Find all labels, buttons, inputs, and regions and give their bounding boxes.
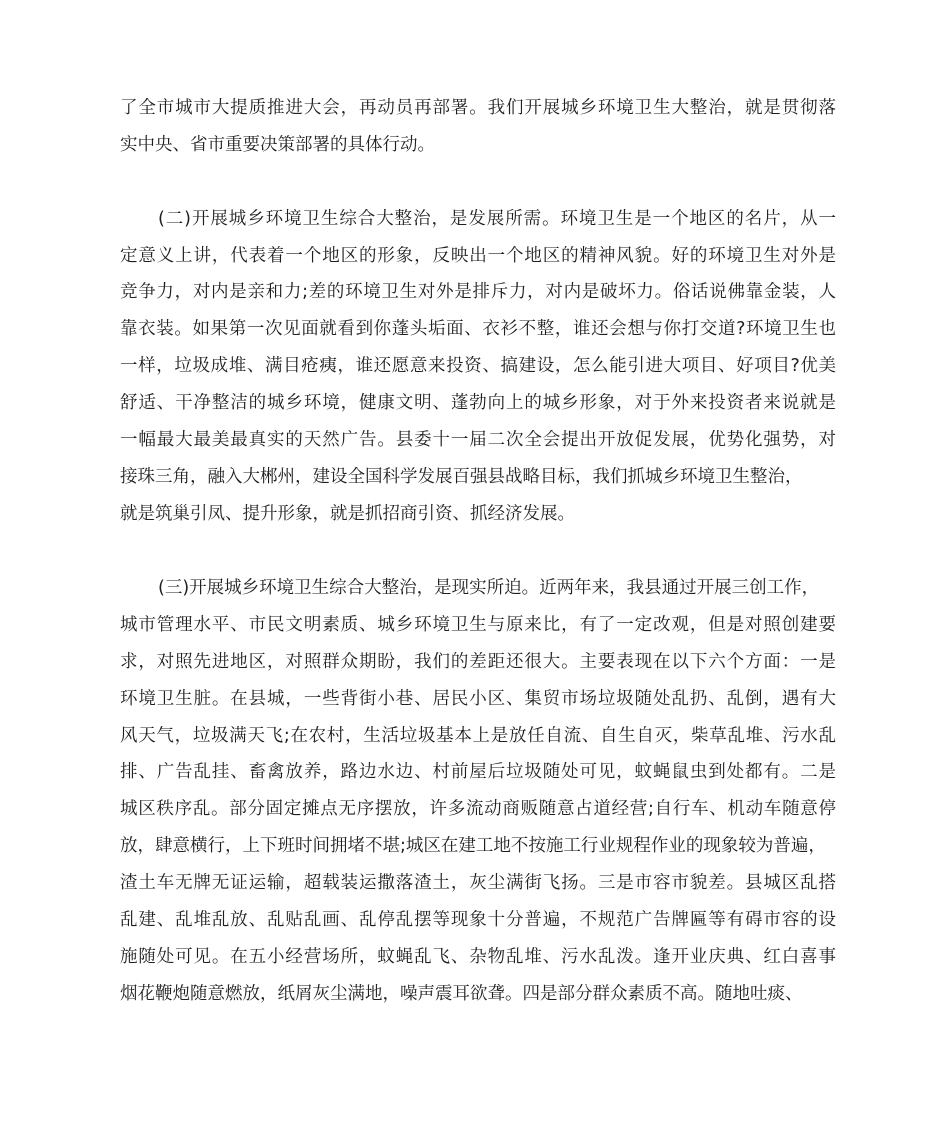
text-line: 舒适、干净整洁的城乡环境，健康文明、蓬勃向上的城乡形象，对于外来投资者来说就是 [120, 393, 837, 413]
text-line: 求，对照先进地区，对照群众期盼，我们的差距还很大。主要表现在以下六个方面：一是 [120, 652, 837, 672]
text-line: 环境卫生脏。在县城，一些背街小巷、居民小区、集贸市场垃圾随处乱扔、乱倒，遇有大 [120, 689, 837, 709]
text-line: 施随处可见。在五小经营场所，蚊蝇乱飞、杂物乱堆、污水乱泼。逢开业庆典、红白喜事 [120, 947, 837, 967]
text-line: 风天气，垃圾满天飞;在农村，生活垃圾基本上是放任自流、自生自灭，柴草乱堆、污水乱 [120, 726, 837, 746]
text-line: 排、广告乱挂、畜禽放养，路边水边、村前屋后垃圾随处可见，蚊蝇鼠虫到处都有。二是 [120, 762, 837, 782]
text-line: 就是筑巢引凤、提升形象，就是抓招商引资、抓经济发展。 [120, 504, 575, 524]
text-line: 靠衣装。如果第一次见面就看到你蓬头垢面、衣衫不整，谁还会想与你打交道?环境卫生也 [120, 319, 837, 339]
text-line: 一样，垃圾成堆、满目疮痍，谁还愿意来投资、搞建设，怎么能引进大项目、好项目?优美 [120, 356, 837, 376]
text-line: 了全市城市大提质推进大会，再动员再部署。我们开展城乡环境卫生大整治，就是贯彻落 [120, 98, 837, 118]
text-line: 渣土车无牌无证运输，超载装运撒落渣土，灰尘满街飞扬。三是市容市貌差。县城区乱搭 [120, 873, 837, 893]
text-line: 实中央、省市重要决策部署的具体行动。 [120, 135, 435, 155]
text-line: 竞争力，对内是亲和力;差的环境卫生对外是排斥力，对内是破坏力。俗话说佛靠金装，人 [120, 282, 837, 302]
text-line: 城市管理水平、市民文明素质、城乡环境卫生与原来比，有了一定改观，但是对照创建要 [120, 615, 837, 635]
text-line: 定意义上讲，代表着一个地区的形象，反映出一个地区的精神风貌。好的环境卫生对外是 [120, 246, 837, 266]
text-line: 接珠三角，融入大郴州，建设全国科学发展百强县战略目标，我们抓城乡环境卫生整治， [120, 467, 803, 487]
text-line: (三)开展城乡环境卫生综合大整治，是现实所迫。近两年来，我县通过开展三创工作， [158, 578, 820, 598]
text-line: 一幅最大最美最真实的天然广告。县委十一届二次全会提出开放促发展，优势化强势，对 [120, 430, 837, 450]
text-line: 城区秩序乱。部分固定摊点无序摆放，许多流动商贩随意占道经营;自行车、机动车随意停 [120, 799, 837, 819]
text-line: 乱建、乱堆乱放、乱贴乱画、乱停乱摆等现象十分普遍，不规范广告牌匾等有碍市容的设 [120, 910, 837, 930]
text-line: (二)开展城乡环境卫生综合大整治，是发展所需。环境卫生是一个地区的名片，从一 [158, 209, 837, 229]
text-line: 放，肆意横行，上下班时间拥堵不堪;城区在建工地不按施工行业规程作业的现象较为普遍， [120, 836, 826, 856]
text-line: 烟花鞭炮随意燃放，纸屑灰尘满地，噪声震耳欲聋。四是部分群众素质不高。随地吐痰、 [120, 984, 803, 1004]
